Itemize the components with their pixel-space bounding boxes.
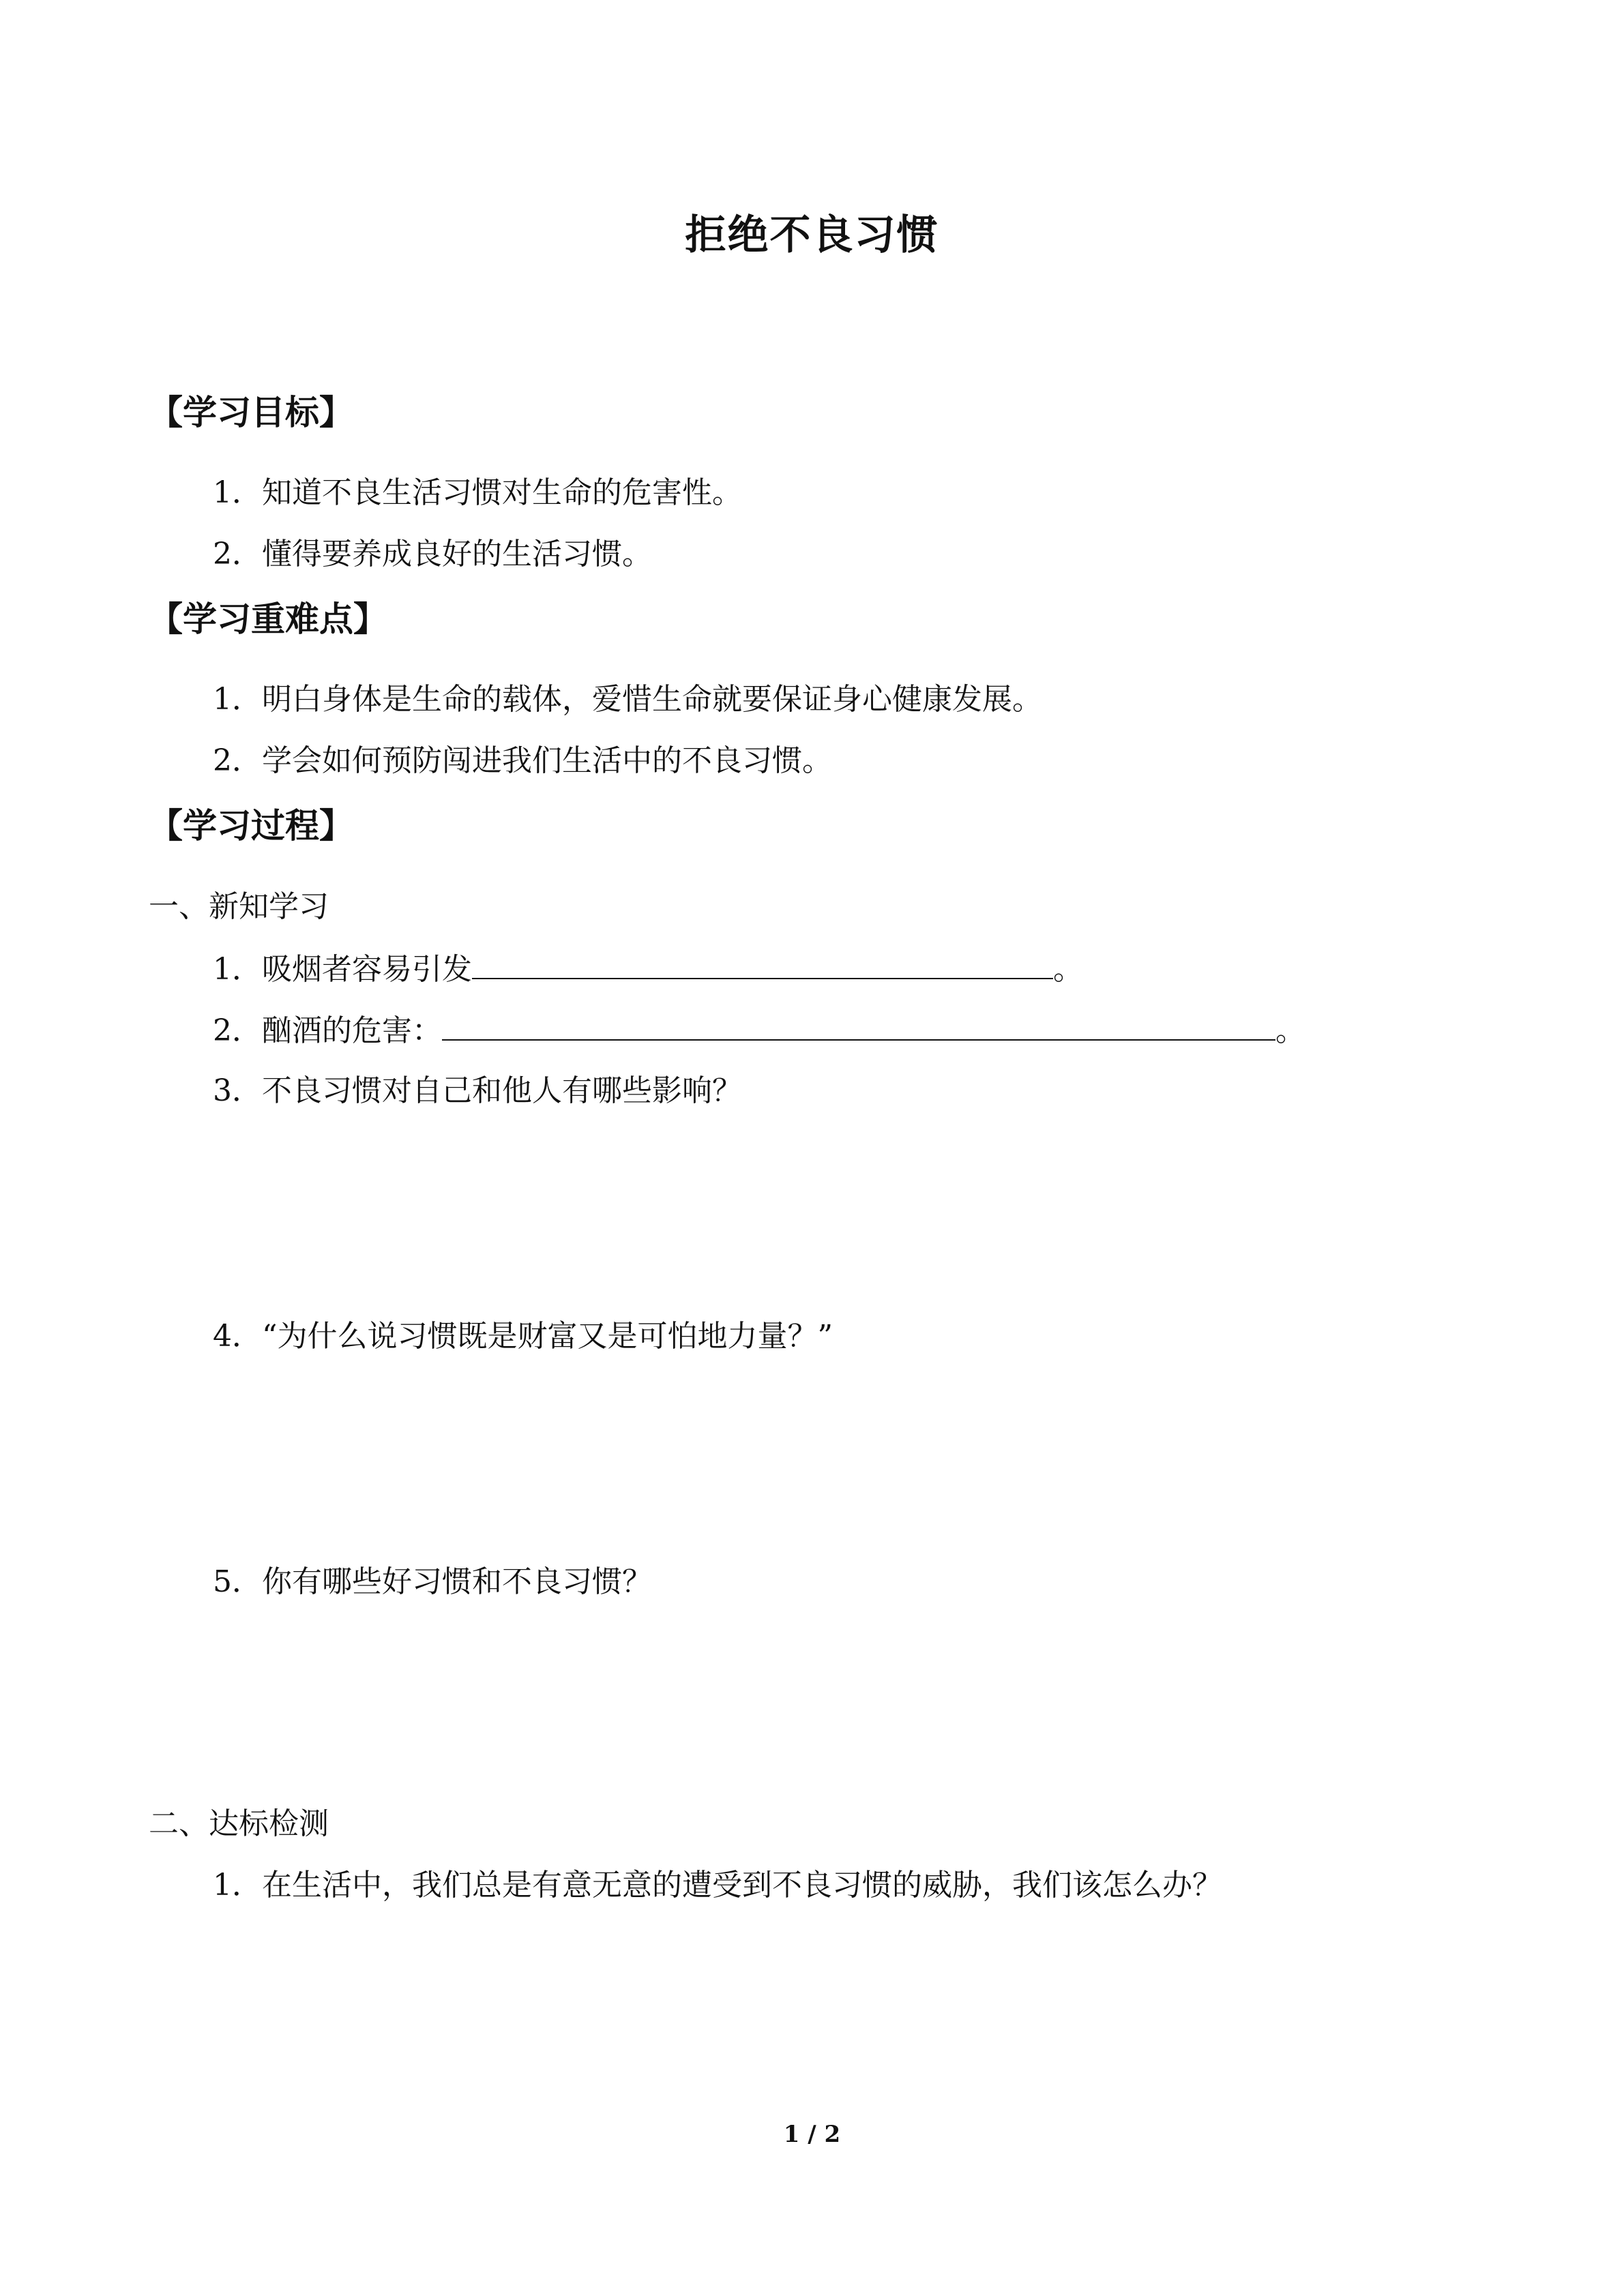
assessment-question-1: 1．在生活中，我们总是有意无意的遭受到不良习惯的威胁，我们该怎么办？ bbox=[213, 1868, 1222, 1903]
question-2-end: 。 bbox=[1275, 1013, 1305, 1048]
section-heading-process: 【学习过程】 bbox=[149, 806, 353, 846]
question-4: 4．“为什么说习惯既是财富又是可怕地力量？” bbox=[213, 1319, 833, 1354]
key-point-item-1: 1．明白身体是生命的载体，爱惜生命就要保证身心健康发展。 bbox=[213, 682, 1042, 717]
goal-item-1: 1．知道不良生活习惯对生命的危害性。 bbox=[213, 475, 742, 510]
goal-item-2: 2．懂得要养成良好的生活习惯。 bbox=[213, 537, 652, 571]
page-title: 拒绝不良习惯 bbox=[685, 211, 939, 259]
part-heading-new-knowledge: 一、新知学习 bbox=[149, 889, 329, 924]
question-2 bbox=[213, 1009, 1305, 1052]
question-3: 3．不良习惯对自己和他人有哪些影响？ bbox=[213, 1073, 742, 1108]
answer-blank-2[interactable] bbox=[442, 1009, 1275, 1041]
section-heading-key-points: 【学习重难点】 bbox=[149, 599, 387, 639]
question-1 bbox=[213, 948, 1083, 990]
key-point-item-2: 2．学会如何预防闯进我们生活中的不良习惯。 bbox=[213, 743, 832, 778]
page-number: 1 / 2 bbox=[783, 2121, 841, 2148]
question-5: 5．你有哪些好习惯和不良习惯？ bbox=[213, 1564, 652, 1599]
question-2-text: 2．酗酒的危害： bbox=[213, 1013, 442, 1048]
question-1-text: 1．吸烟者容易引发 bbox=[213, 952, 472, 987]
part-heading-assessment: 二、达标检测 bbox=[149, 1806, 329, 1841]
answer-blank-1[interactable] bbox=[472, 948, 1053, 979]
question-1-end: 。 bbox=[1053, 952, 1083, 987]
section-heading-goals: 【学习目标】 bbox=[149, 393, 353, 432]
